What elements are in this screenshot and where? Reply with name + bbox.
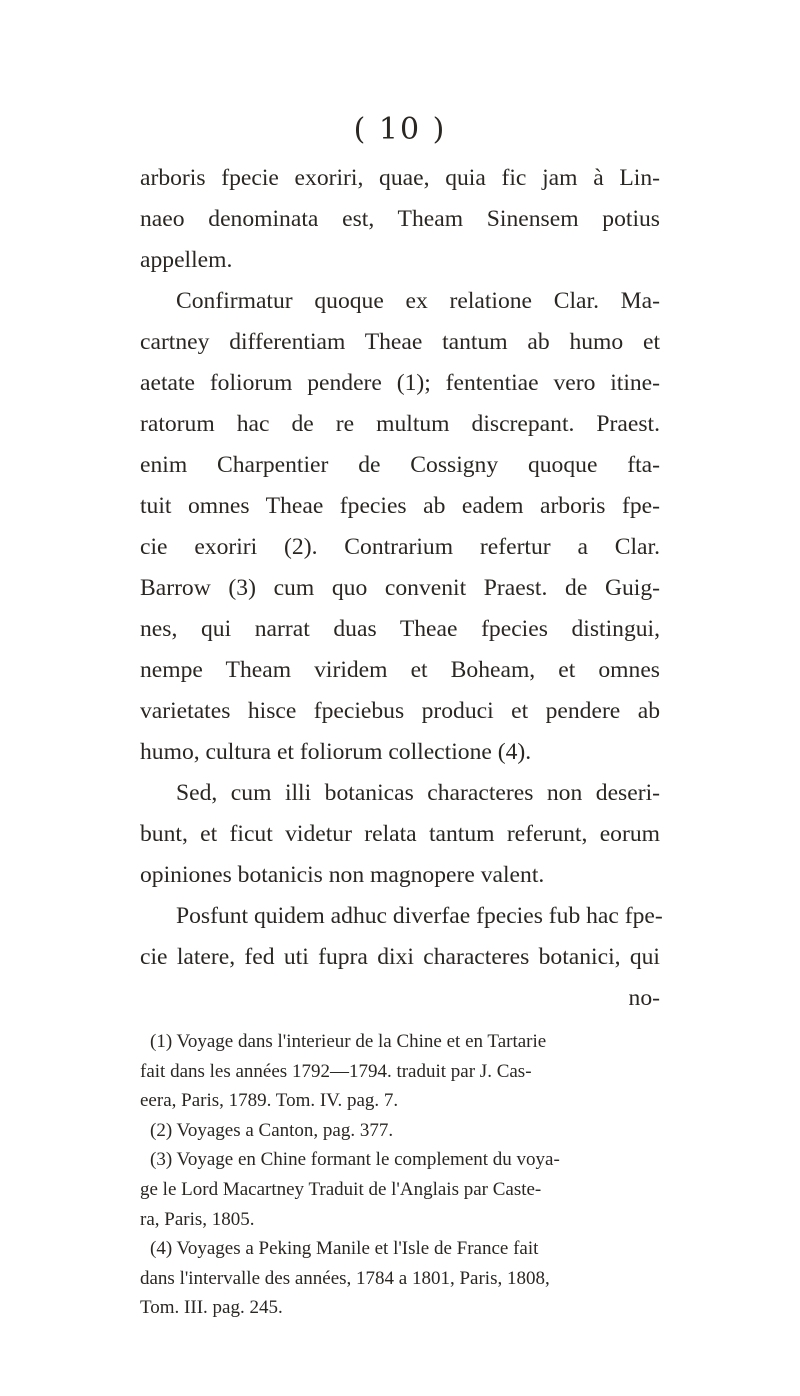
footnote-line: (4) Voyages a Peking Manile et l'Isle de France fait [150, 1238, 539, 1260]
footnote-line: (1) Voyage dans l'interieur de la Chine et en Tartarie [150, 1031, 547, 1052]
text-line: cie exoriri (2). Contrarium refertur a Clar. [140, 534, 660, 560]
text-line: nempe Theam viridem et Boheam, et omnes [140, 657, 660, 683]
text-line: Sed, cum illi botanicas characteres non deseri- [176, 780, 660, 806]
text-line: opiniones botanicis non magnopere valent. [140, 862, 545, 888]
text-line: arboris fpecie exoriri, quae, quia fic jam à Lin- [140, 165, 660, 191]
text-line: cartney differentiam Theae tantum ab humo et [140, 329, 660, 355]
footnote-line: ge le Lord Macartney Traduit de l'Anglais par Caste- [140, 1178, 542, 1200]
main-text [140, 158, 663, 1019]
text-line: Confirmatur quoque ex relatione Clar. Ma- [176, 288, 660, 314]
footnote-line: eera, Paris, 1789. Tom. IV. pag. 7. [140, 1090, 399, 1112]
footnote-line: (3) Voyage en Chine formant le complement du voya- [150, 1149, 560, 1171]
footnote-line: Tom. III. pag. 245. [140, 1297, 283, 1319]
footnote-line: dans l'intervalle des années, 1784 a 1801, Paris, 1808, [140, 1267, 550, 1289]
text-line: naeo denominata est, Theam Sinensem potius [140, 206, 660, 232]
text-line: bunt, et ficut videtur relata tantum referunt, eorum [140, 821, 660, 847]
text-line: cie latere, fed uti fupra dixi characteres botanici, qui [140, 944, 660, 970]
text-line: varietates hisce fpeciebus produci et pendere ab [140, 698, 660, 724]
text-line: tuit omnes Theae fpecies ab eadem arboris fpe- [140, 493, 660, 519]
text-line: enim Charpentier de Cossigny quoque fta- [140, 452, 660, 478]
catchword: no- [628, 985, 660, 1011]
text-line: Posfunt quidem adhuc diverfae fpecies fub hac fpe- [176, 903, 663, 929]
text-line: aetate foliorum pendere (1); fententiae vero itine- [140, 370, 660, 396]
footnote-line: fait dans les années 1792—1794. traduit par J. Cas- [140, 1060, 532, 1082]
footnote-line: (2) Voyages a Canton, pag. 377. [150, 1119, 394, 1141]
text-line: Barrow (3) cum quo convenit Praest. de Guig- [140, 575, 660, 601]
text-line: humo, cultura et foliorum collectione (4). [140, 739, 532, 765]
text-line: nes, qui narrat duas Theae fpecies distingui, [140, 616, 660, 642]
footnotes [140, 1027, 670, 1323]
text-line: appellem. [140, 247, 233, 273]
footnote-line: ra, Paris, 1805. [140, 1208, 255, 1230]
page-number: ( 10 ) [353, 112, 447, 147]
text-line: ratorum hac de re multum discrepant. Praest. [140, 411, 660, 437]
